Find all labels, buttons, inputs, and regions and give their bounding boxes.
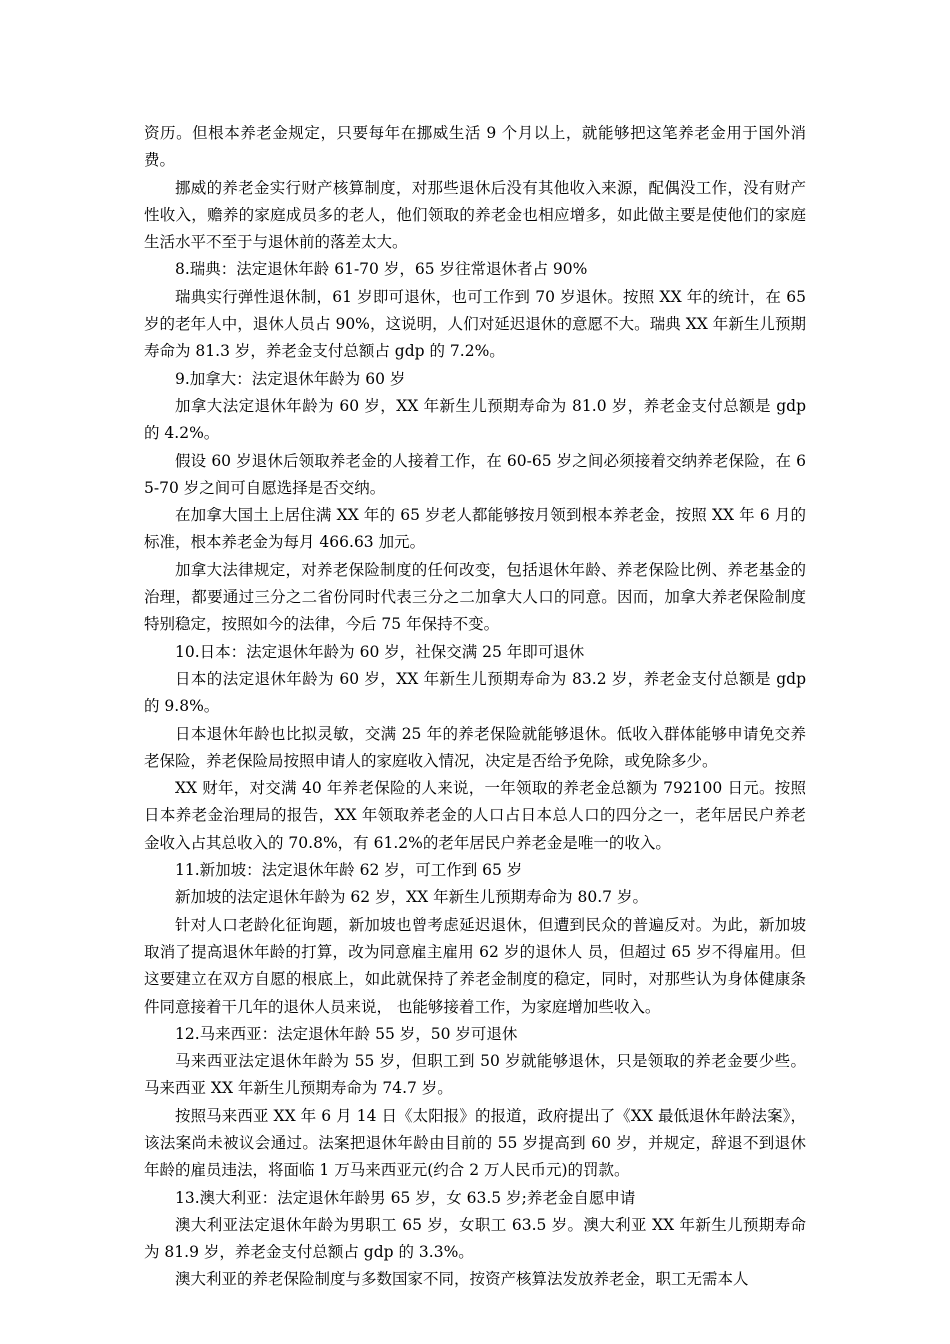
paragraph-canada-age: 加拿大法定退休年龄为 60 岁，XX 年新生儿预期寿命为 81.0 岁，养老金支付总额是 gdp 的 4.2%。	[144, 396, 806, 443]
paragraph-singapore-policy: 针对人口老龄化征询题，新加坡也曾考虑延迟退休，但遭到民众的普遍反对。为此，新加坡取消了提高退休年龄的打算，改为同意雇主雇用 62 岁的退休人 员，但超过 65 岁不得雇用。但这要建立在双方自愿的根底上，如此就保持了养老金制度的稳定，同时，对那些认为身体健康条件同意接着干几年的退休人员来说， 也能够接着工作，为家庭增加些收入。	[144, 915, 806, 1016]
paragraph-malaysia-law: 按照马来西亚 XX 年 6 月 14 日《太阳报》的报道，政府提出了《XX 最低退休年龄法案》，该法案尚未被议会通过。法案把退休年龄由目前的 55 岁提高到 60 岁，并规定，辞退不到退休年龄的雇员违法，将面临 1 万马来西亚元(约合 2 万人民币元)的罚款。	[144, 1106, 806, 1180]
heading-singapore: 11.新加坡：法定退休年龄 62 岁，可工作到 65 岁	[175, 861, 523, 880]
heading-sweden: 8.瑞典：法定退休年龄 61-70 岁，65 岁往常退休者占 90%	[175, 260, 588, 279]
paragraph-norway-assets: 挪威的养老金实行财产核算制度，对那些退休后没有其他收入来源，配偶没工作，没有财产性收入，赡养的家庭成员多的老人，他们领取的养老金也相应增多，如此做主要是使他们的家庭生活水平不至于与退休前的落差太大。	[144, 178, 806, 252]
paragraph-canada-basic-pension: 在加拿大国土上居住满 XX 年的 65 岁老人都能够按月领到根本养老金，按照 XX 年 6 月的标准，根本养老金为每月 466.63 加元。	[144, 506, 806, 552]
paragraph-norway-abroad: 资历。但根本养老金规定，只要每年在挪威生活 9 个月以上，就能够把这笔养老金用于国外消费。	[144, 124, 806, 170]
paragraph-australia-system: 澳大利亚的养老保险制度与多数国家不同，按资产核算法发放养老金，职工无需本人	[175, 1270, 749, 1289]
paragraph-canada-law: 加拿大法律规定，对养老保险制度的任何改变，包括退休年龄、养老保险比例、养老基金的治理，都要通过三分之二省份同时代表三分之二加拿大人口的同意。因而，加拿大养老保险制度特别稳定，按照如今的法律，今后 75 年保持不变。	[144, 560, 806, 634]
paragraph-singapore-age: 新加坡的法定退休年龄为 62 岁，XX 年新生儿预期寿命为 80.7 岁。	[175, 888, 648, 907]
heading-canada: 9.加拿大：法定退休年龄为 60 岁	[175, 369, 406, 388]
paragraph-australia-age: 澳大利亚法定退休年龄为男职工 65 岁，女职工 63.5 岁。澳大利亚 XX 年新生儿预期寿命为 81.9 岁，养老金支付总额占 gdp 的 3.3%。	[144, 1215, 806, 1262]
paragraph-japan-age: 日本的法定退休年龄为 60 岁，XX 年新生儿预期寿命为 83.2 岁，养老金支付总额是 gdp 的 9.8%。	[144, 669, 806, 716]
paragraph-japan-flexible: 日本退休年龄也比拟灵敏，交满 25 年的养老保险就能够退休。低收入群体能够申请免交养老保险，养老保险局按照申请人的家庭收入情况，决定是否给予免除，或免除多少。	[144, 724, 806, 770]
heading-australia: 13.澳大利亚：法定退休年龄男 65 岁，女 63.5 岁;养老金自愿申请	[175, 1188, 636, 1207]
paragraph-sweden: 瑞典实行弹性退休制，61 岁即可退休，也可工作到 70 岁退休。按照 XX 年的统计，在 65 岁的老年人中，退休人员占 90%，这说明，人们对延迟退休的意愿不大。瑞典 XX 年新生儿预期寿命为 81.3 岁，养老金支付总额占 gdp 的 7.2%。	[144, 287, 806, 361]
paragraph-japan-amount: XX 财年，对交满 40 年养老保险的人来说，一年领取的养老金总额为 792100 日元。按照日本养老金治理局的报告，XX 年领取养老金的人口占日本总人口的四分之一，老年居民户养老金收入占其总收入的 70.8%，有 61.2%的老年居民户养老金是唯一的收入。	[144, 779, 806, 852]
paragraph-malaysia-age: 马来西亚法定退休年龄为 55 岁，但职工到 50 岁就能够退休，只是领取的养老金要少些。马来西亚 XX 年新生儿预期寿命为 74.7 岁。	[144, 1052, 806, 1098]
paragraph-canada-contribution: 假设 60 岁退休后领取养老金的人接着工作，在 60-65 岁之间必须接着交纳养老保险，在 65-70 岁之间可自愿选择是否交纳。	[144, 451, 806, 497]
document-body	[144, 120, 806, 1294]
heading-japan: 10.日本：法定退休年龄为 60 岁，社保交满 25 年即可退休	[175, 642, 585, 661]
heading-malaysia: 12.马来西亚：法定退休年龄 55 岁，50 岁可退休	[175, 1024, 518, 1043]
